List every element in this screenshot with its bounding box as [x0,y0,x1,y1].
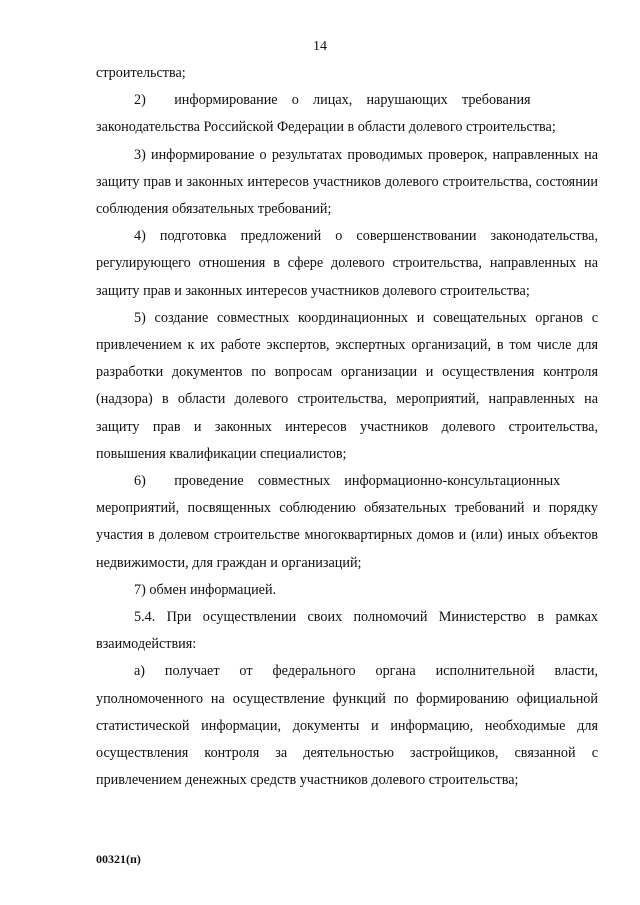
paragraph-item-2: 2) информирование о лицах, нарушающих требования законодательства Российской Федерации в области долевого строительства; [96,92,556,136]
paragraph-item-a: а) получает от федерального органа исполнительной власти, уполномоченного на осуществление функций по формированию официальной статистической информации, документы и информацию, необходимые для осуществления контроля за деятельностью застройщиков, связанной с привлечением денежных средств участников долевого строительства; [96,663,598,789]
paragraph-item-4: 4) подготовка предложений о совершенствовании законодательства, регулирующего отношения в сфере долевого строительства, направленных на защиту прав и законных интересов участников долевого строительства; [96,228,598,299]
paragraph-item-7: 7) обмен информацией. [134,581,277,598]
document-body [96,60,598,794]
paragraph-item-6: 6) проведение совместных информационно-консультационных мероприятий, посвященных соблюдению обязательных требований и порядку участия в долевом строительстве многоквартирных домов и (или) иных объектов недвижимости, для граждан и организаций; [96,473,598,571]
paragraph-continuation: строительства; [96,65,186,81]
page-number: 14 [313,39,327,54]
paragraph-section-5-4: 5.4. При осуществлении своих полномочий Министерство в рамках взаимодействия: [96,609,598,653]
paragraph-item-5: 5) создание совместных координационных и совещательных органов с привлечением к их работе экспертов, экспертных организаций, в том числе для разработки документов по вопросам организации и осуществления контроля (надзора) в области долевого строительства, мероприятий, направленных на защиту прав и законных интересов участников долевого строительства, повышения квалификации специалистов; [96,309,598,462]
document-code: 00321(п) [96,852,141,866]
paragraph-item-3: 3) информирование о результатах проводимых проверок, направленных на защиту прав и законных интересов участников долевого строительства, состоянии соблюдения обязательных требований; [96,146,598,218]
